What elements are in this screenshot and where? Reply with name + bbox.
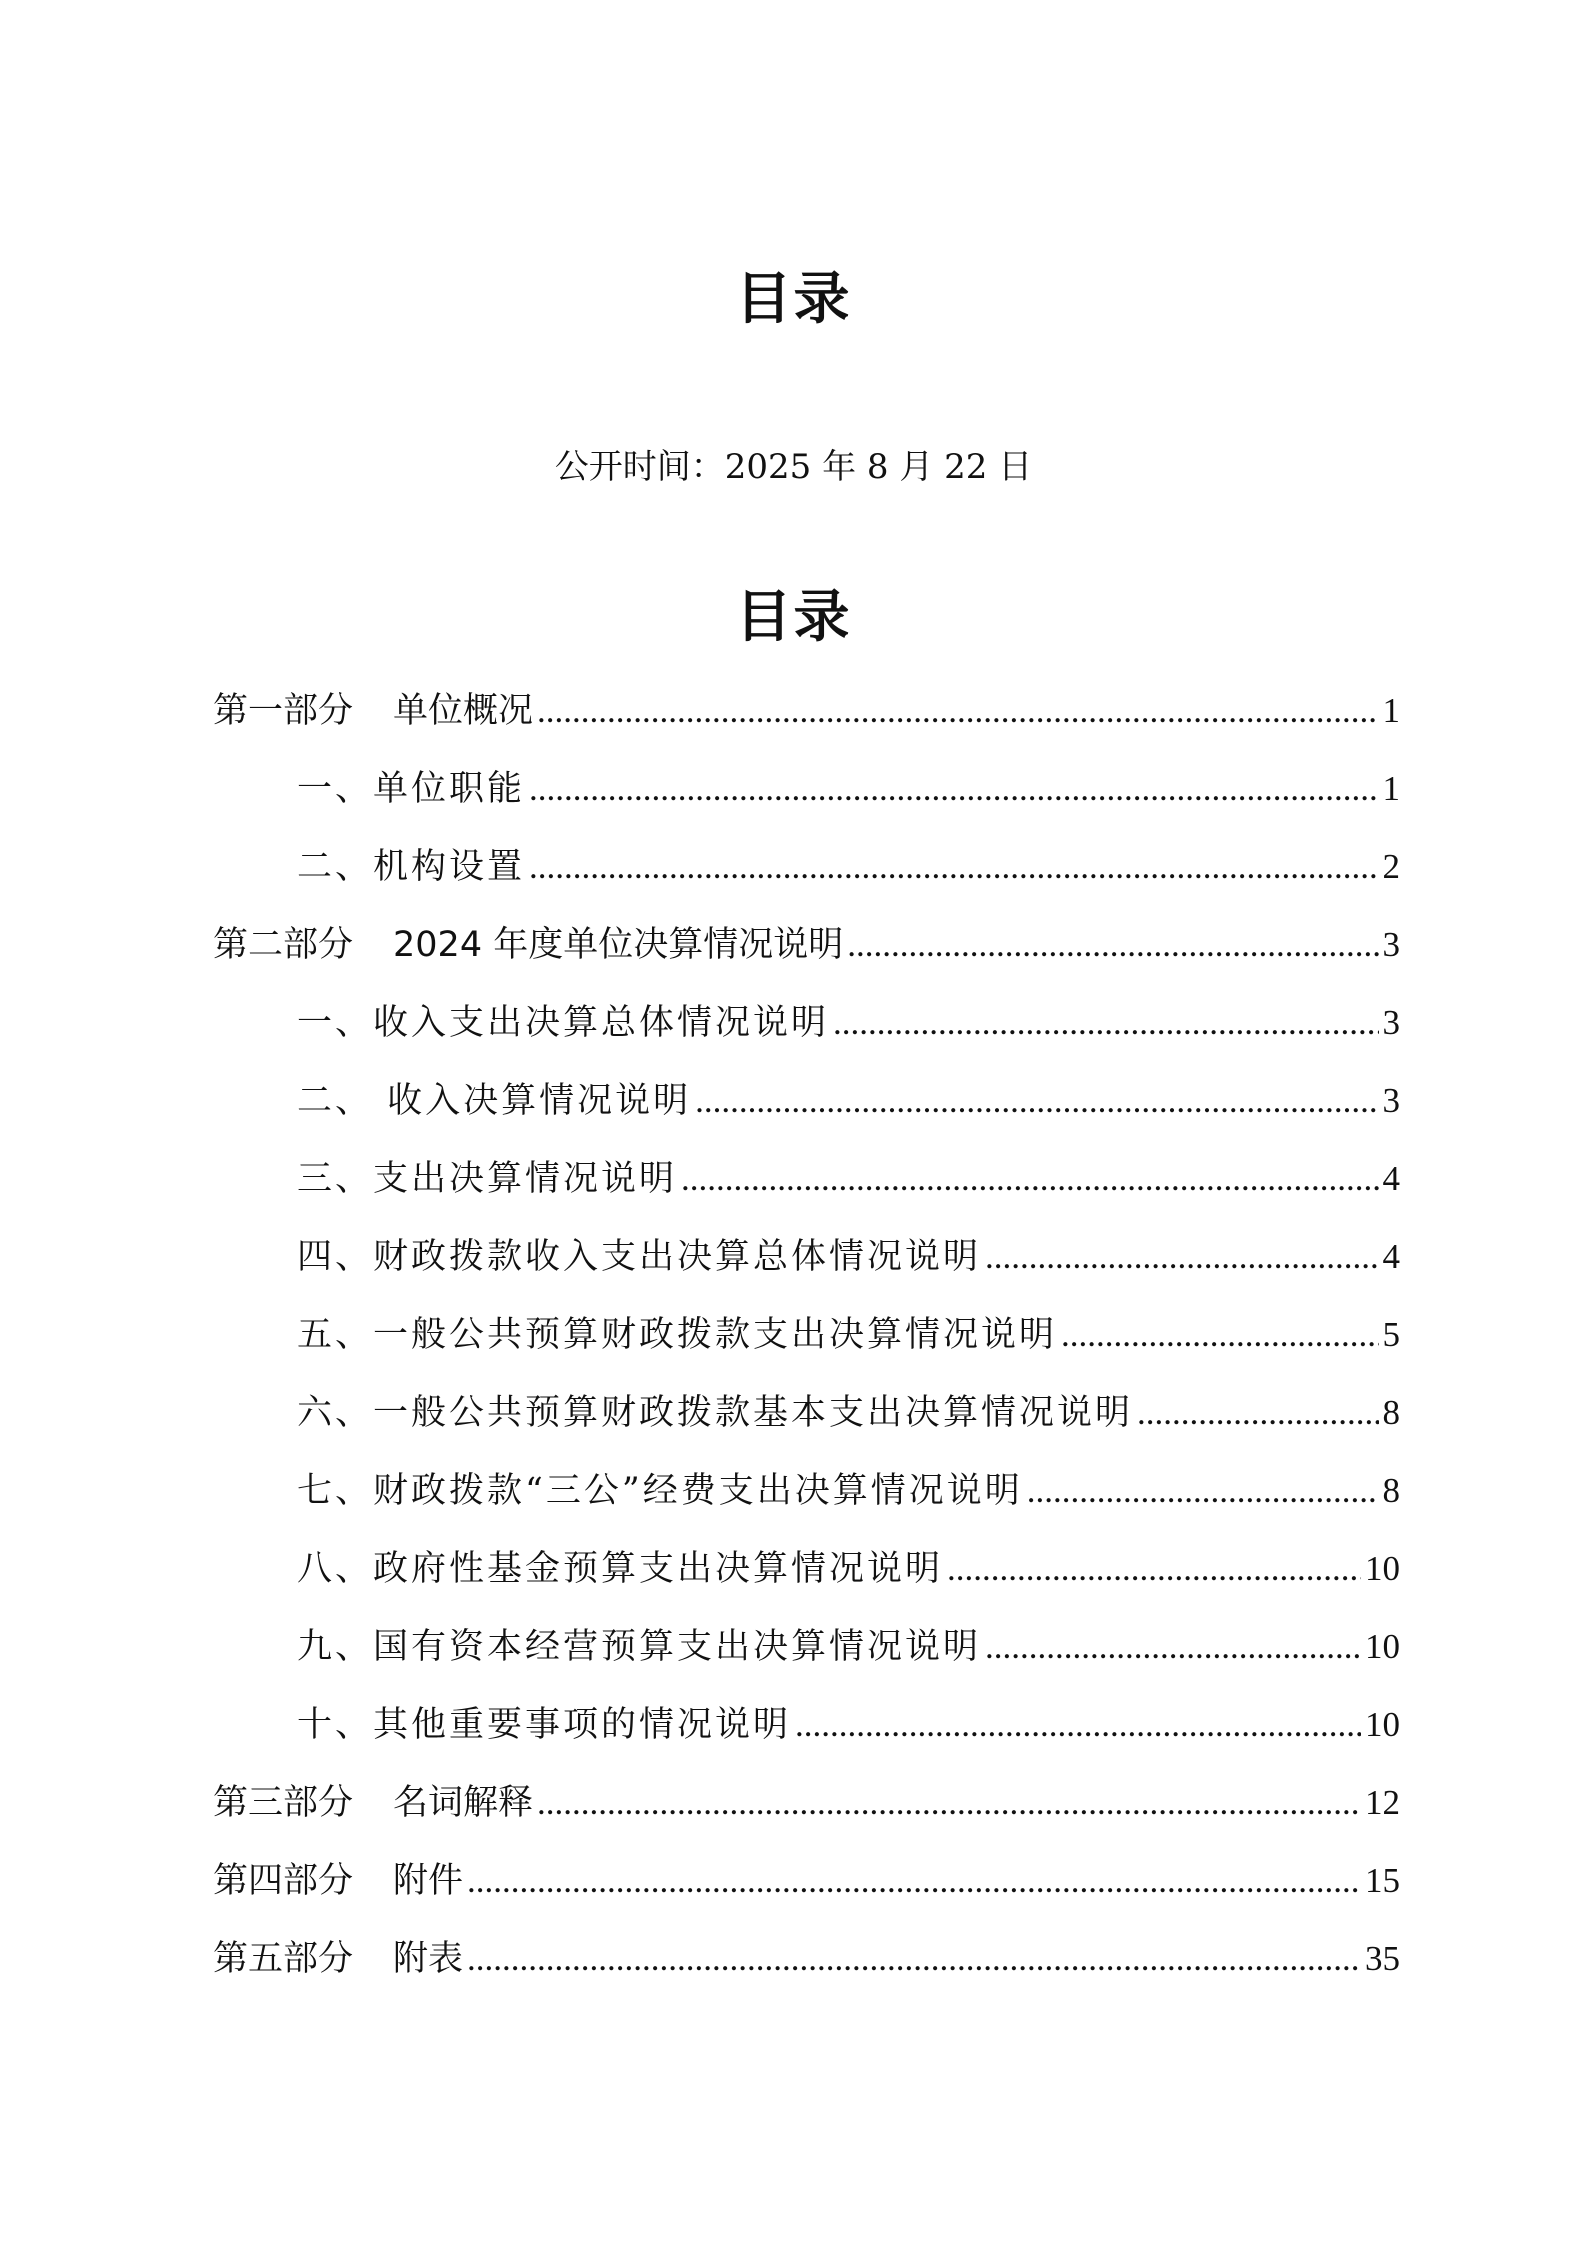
toc-dot-leader [681, 1140, 1378, 1218]
toc-dot-leader [985, 1218, 1378, 1296]
toc-entry-label: 一、单位职能 [297, 769, 526, 809]
toc-entry-label: 十、其他重要事项的情况说明 [297, 1705, 792, 1745]
toc-entry-fiscal-allocation[interactable] [213, 1218, 1400, 1296]
toc-entry-label: 四、财政拨款收入支出决算总体情况说明 [297, 1237, 982, 1277]
toc-page-number: 4 [1382, 1237, 1400, 1276]
toc-entry-overall[interactable] [213, 984, 1400, 1062]
toc-entry-other-matters[interactable] [213, 1686, 1400, 1764]
toc-entry-label [213, 1920, 463, 1998]
toc-dot-leader [695, 1062, 1378, 1140]
toc-dot-leader [537, 672, 1378, 750]
toc-entry-label: 三、支出决算情况说明 [297, 1159, 678, 1199]
toc-dot-leader [467, 1842, 1361, 1920]
toc-page-number: 5 [1382, 1315, 1400, 1354]
toc-part-number: 第四部分 [213, 1861, 354, 1901]
toc-entry-label: 六、一般公共预算财政拨款基本支出决算情况说明 [297, 1393, 1134, 1433]
toc-page-number: 1 [1382, 691, 1400, 730]
toc-dot-leader [537, 1764, 1361, 1842]
toc-entry-label: 一、收入支出决算总体情况说明 [297, 1003, 830, 1043]
document-title: 目录 [735, 267, 852, 332]
toc-entry-label [213, 906, 843, 984]
toc-page-number: 1 [1382, 769, 1400, 808]
toc-dot-leader [1137, 1374, 1378, 1452]
toc-entry-label: 二、 收入决算情况说明 [297, 1081, 692, 1121]
toc-entry-expenditure[interactable] [213, 1140, 1400, 1218]
toc-entry-part-3[interactable] [213, 1764, 1400, 1842]
toc-entry-label [213, 1842, 463, 1920]
toc-entry-part-1[interactable] [213, 672, 1400, 750]
toc-part-title: 名词解释 [393, 1783, 534, 1823]
toc-dot-leader [847, 906, 1378, 984]
toc-dot-leader [1061, 1296, 1378, 1374]
toc-dot-leader [833, 984, 1378, 1062]
toc-page-number: 15 [1365, 1861, 1400, 1900]
toc-dot-leader [1027, 1452, 1379, 1530]
table-of-contents [213, 672, 1400, 1998]
toc-entry-part-5[interactable] [213, 1920, 1400, 1998]
toc-entry-label: 九、国有资本经营预算支出决算情况说明 [297, 1627, 982, 1667]
toc-page-number: 2 [1382, 847, 1400, 886]
toc-page-number: 4 [1382, 1159, 1400, 1198]
toc-page-number: 8 [1382, 1471, 1400, 1510]
toc-entry-label: 二、机构设置 [297, 847, 526, 887]
toc-page-number: 35 [1365, 1939, 1400, 1978]
toc-part-number: 第三部分 [213, 1783, 354, 1823]
toc-part-number: 第一部分 [213, 691, 354, 731]
toc-part-title: 附表 [393, 1939, 464, 1979]
toc-page-number: 3 [1382, 925, 1400, 964]
toc-entry-part-4[interactable] [213, 1842, 1400, 1920]
toc-dot-leader [795, 1686, 1361, 1764]
toc-dot-leader [985, 1608, 1361, 1686]
toc-part-number: 第二部分 [213, 925, 354, 965]
toc-page-number: 10 [1365, 1627, 1400, 1666]
toc-page-number: 10 [1365, 1549, 1400, 1588]
toc-entry-label [213, 1764, 533, 1842]
toc-entry-income[interactable] [213, 1062, 1400, 1140]
toc-dot-leader [529, 828, 1378, 906]
toc-entry-unit-functions[interactable] [213, 750, 1400, 828]
toc-page-number: 3 [1382, 1081, 1400, 1120]
toc-entry-basic-expenditure[interactable] [213, 1374, 1400, 1452]
toc-dot-leader [947, 1530, 1361, 1608]
toc-entry-general-budget[interactable] [213, 1296, 1400, 1374]
toc-entry-label: 七、财政拨款“三公”经费支出决算情况说明 [297, 1471, 1023, 1511]
toc-page-number: 10 [1365, 1705, 1400, 1744]
toc-part-title: 2024 年度单位决算情况说明 [393, 925, 844, 965]
toc-entry-part-2[interactable] [213, 906, 1400, 984]
toc-entry-organization[interactable] [213, 828, 1400, 906]
toc-entry-three-public[interactable] [213, 1452, 1400, 1530]
toc-entry-label: 五、一般公共预算财政拨款支出决算情况说明 [297, 1315, 1058, 1355]
toc-dot-leader [529, 750, 1378, 828]
toc-page-number: 8 [1382, 1393, 1400, 1432]
toc-entry-label: 八、政府性基金预算支出决算情况说明 [297, 1549, 944, 1589]
table-of-contents-title: 目录 [735, 585, 852, 650]
publish-date: 公开时间：2025 年 8 月 22 日 [554, 447, 1033, 487]
toc-dot-leader [467, 1920, 1361, 1998]
toc-page-number: 12 [1365, 1783, 1400, 1822]
toc-page-number: 3 [1382, 1003, 1400, 1042]
toc-part-title: 单位概况 [393, 691, 534, 731]
toc-entry-government-fund[interactable] [213, 1530, 1400, 1608]
toc-entry-label [213, 672, 533, 750]
toc-entry-state-capital[interactable] [213, 1608, 1400, 1686]
toc-part-title: 附件 [393, 1861, 464, 1901]
toc-part-number: 第五部分 [213, 1939, 354, 1979]
